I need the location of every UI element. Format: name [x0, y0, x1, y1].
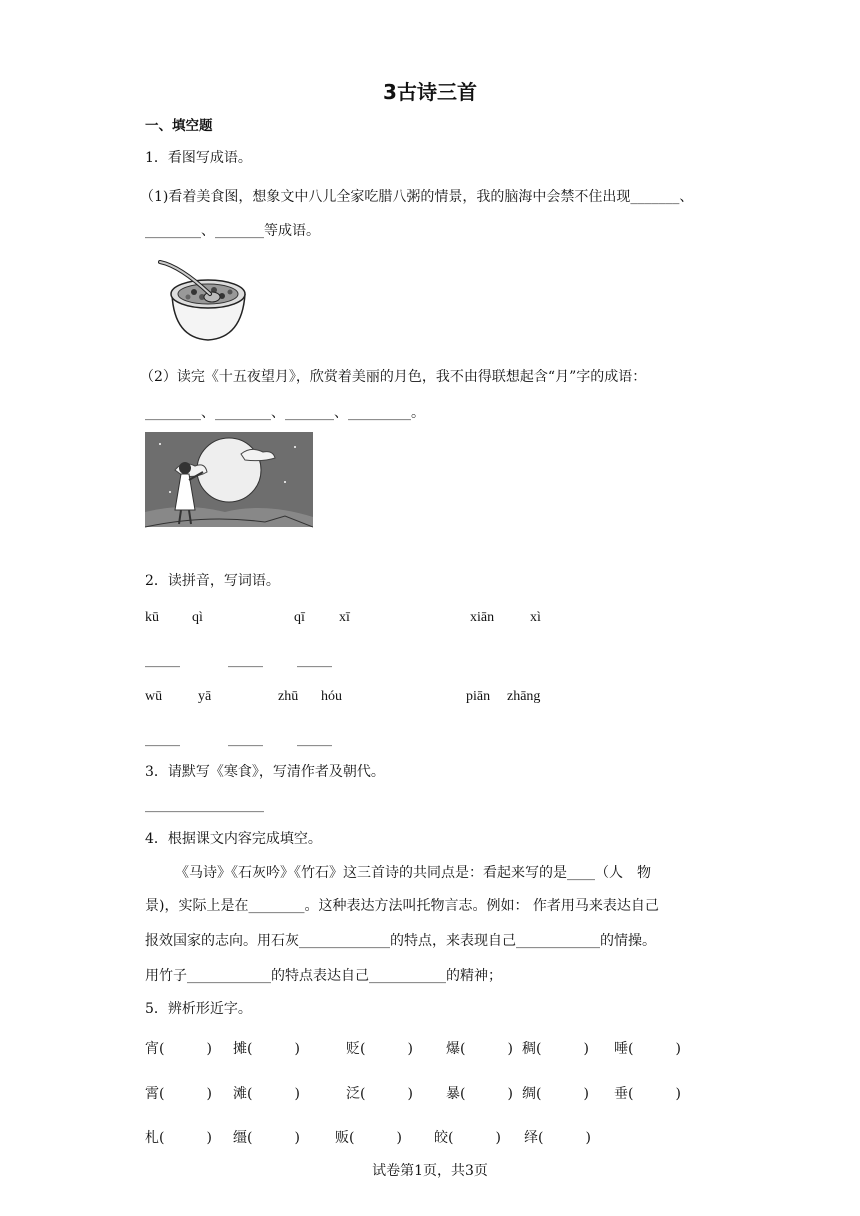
pinyin: qī [294, 610, 305, 625]
page-footer: 试卷第1页，共3页 [372, 1163, 488, 1179]
answer-blank[interactable]: _____ [297, 731, 332, 747]
q4-line: 用竹子____________的特点表达自己___________的精神； [145, 968, 502, 984]
q1-part1-line2: ________、_______等成语。 [145, 223, 320, 239]
char-item: 缰( ) [233, 1130, 300, 1146]
pinyin: hóu [321, 689, 342, 704]
q1-stem: 1．看图写成语。 [145, 150, 252, 166]
answer-blank[interactable]: _____ [145, 731, 180, 747]
char-item: 绸( ) [522, 1086, 589, 1102]
char-item: 宵( ) [145, 1041, 212, 1057]
q1-part1-line1: （1)看着美食图，想象文中八儿全家吃腊八粥的情景，我的脑海中会禁不住出现_______、 [140, 189, 694, 205]
pinyin: wū [145, 689, 163, 704]
char-item: 贬( ) [346, 1041, 413, 1057]
porridge-bowl-image [150, 256, 260, 346]
pinyin: xī [339, 610, 350, 625]
moon-girl-image [145, 432, 313, 552]
q2-stem: 2．读拼音，写词语。 [145, 573, 280, 589]
char-item: 札( ) [145, 1130, 212, 1146]
q4-stem: 4．根据课文内容完成填空。 [145, 831, 322, 847]
q1-part2-line2: ________、________、_______、_________。 [145, 405, 425, 421]
char-item: 泛( ) [346, 1086, 413, 1102]
q3-stem: 3．请默写《寒食》，写清作者及朝代。 [145, 764, 385, 780]
section-heading: 一、填空题 [145, 118, 213, 134]
pinyin: xiān [470, 610, 495, 625]
char-item: 绎( ) [524, 1130, 591, 1146]
char-item: 滩( ) [233, 1086, 300, 1102]
q4-line: 报效国家的志向。用石灰_____________的特点，来表现自己____________的情操。 [145, 933, 656, 949]
answer-blank[interactable]: _____ [228, 731, 263, 747]
page-title: 3古诗三首 [383, 80, 477, 104]
pinyin: xì [530, 610, 541, 625]
q1-part2-line1: （2）读完《十五夜望月》，欣赏着美丽的月色，我不由得联想起含“月”字的成语： [140, 369, 647, 385]
char-item: 贩( ) [335, 1130, 402, 1146]
char-item: 唾( ) [614, 1041, 681, 1057]
char-item: 暴( ) [446, 1086, 513, 1102]
pinyin: qì [192, 610, 203, 625]
answer-blank[interactable]: _____ [297, 652, 332, 668]
char-item: 稠( ) [522, 1041, 589, 1057]
answer-blank[interactable]: _________________ [145, 797, 264, 813]
char-item: 霄( ) [145, 1086, 212, 1102]
q4-line: 《马诗》《石灰吟》《竹石》这三首诗的共同点是：看起来写的是____（人 物 [175, 865, 651, 881]
char-item: 皎( ) [434, 1130, 501, 1146]
pinyin: piān [466, 689, 491, 704]
char-item: 垂( ) [614, 1086, 681, 1102]
pinyin: kū [145, 610, 159, 625]
answer-blank[interactable]: _____ [228, 652, 263, 668]
char-item: 摊( ) [233, 1041, 300, 1057]
pinyin: yā [198, 689, 212, 704]
char-item: 爆( ) [446, 1041, 513, 1057]
q4-line: 景)，实际上是在________。这种表达方法叫托物言志。例如： 作者用马来表达自己 [145, 898, 659, 914]
pinyin: zhū [278, 689, 299, 704]
answer-blank[interactable]: _____ [145, 652, 180, 668]
q5-stem: 5．辨析形近字。 [145, 1001, 252, 1017]
pinyin: zhāng [507, 689, 541, 704]
